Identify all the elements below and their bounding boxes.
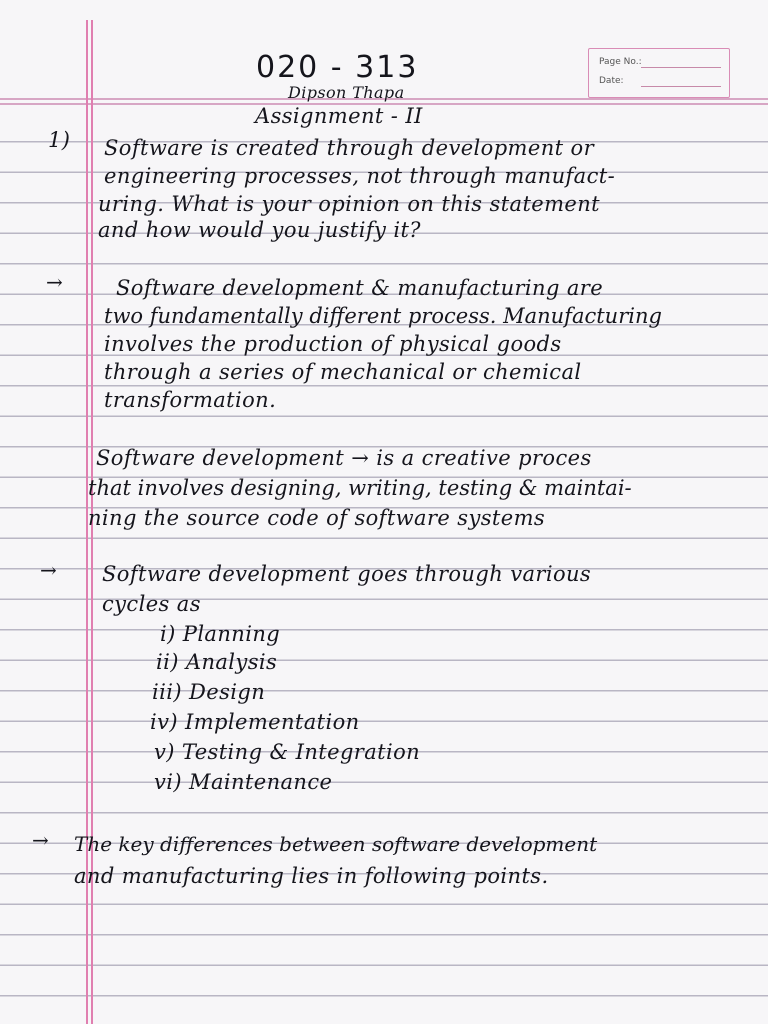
cycle-item: iv) Implementation (150, 710, 360, 734)
question-number: 1) (48, 128, 71, 152)
question-line: uring. What is your opinion on this statement (98, 192, 601, 216)
answer-line: Software development & manufacturing are (116, 276, 604, 300)
answer-line: The key differences between software development (74, 832, 598, 856)
answer-arrow: → (32, 828, 50, 852)
question-line: Software is created through development or (104, 136, 595, 160)
cycle-item: ii) Analysis (156, 650, 278, 674)
assignment-title: Assignment - II (255, 104, 423, 128)
page-no-label: Page No.: (599, 57, 642, 67)
answer-line: and manufacturing lies in following points. (74, 864, 549, 888)
answer-line: Software development → is a creative proces (96, 446, 592, 470)
answer-line: transformation. (104, 388, 277, 412)
answer-line: ning the source code of software systems (88, 506, 546, 530)
question-line: and how would you justify it? (98, 218, 421, 242)
cycle-item: i) Planning (160, 622, 281, 646)
answer-line: cycles as (102, 592, 201, 616)
student-name: Dipson Thapa (288, 83, 405, 102)
page-no-line (641, 67, 721, 68)
answer-line: involves the production of physical goods (104, 332, 562, 356)
answer-line: two fundamentally different process. Manufacturing (104, 304, 662, 328)
answer-arrow: → (40, 558, 58, 582)
cycle-item: v) Testing & Integration (154, 740, 421, 764)
cycle-item: vi) Maintenance (154, 770, 333, 794)
page-date-box (588, 48, 730, 98)
answer-line: Software development goes through various (102, 562, 592, 586)
answer-line: that involves designing, writing, testing & maintai- (88, 476, 632, 500)
roll-number: 020 - 313 (256, 50, 419, 85)
cycle-item: iii) Design (152, 680, 266, 704)
question-line: engineering processes, not through manufact- (104, 164, 616, 188)
answer-arrow: → (46, 270, 64, 294)
date-label: Date: (599, 76, 624, 86)
answer-line: through a series of mechanical or chemical (104, 360, 582, 384)
date-line (641, 86, 721, 87)
